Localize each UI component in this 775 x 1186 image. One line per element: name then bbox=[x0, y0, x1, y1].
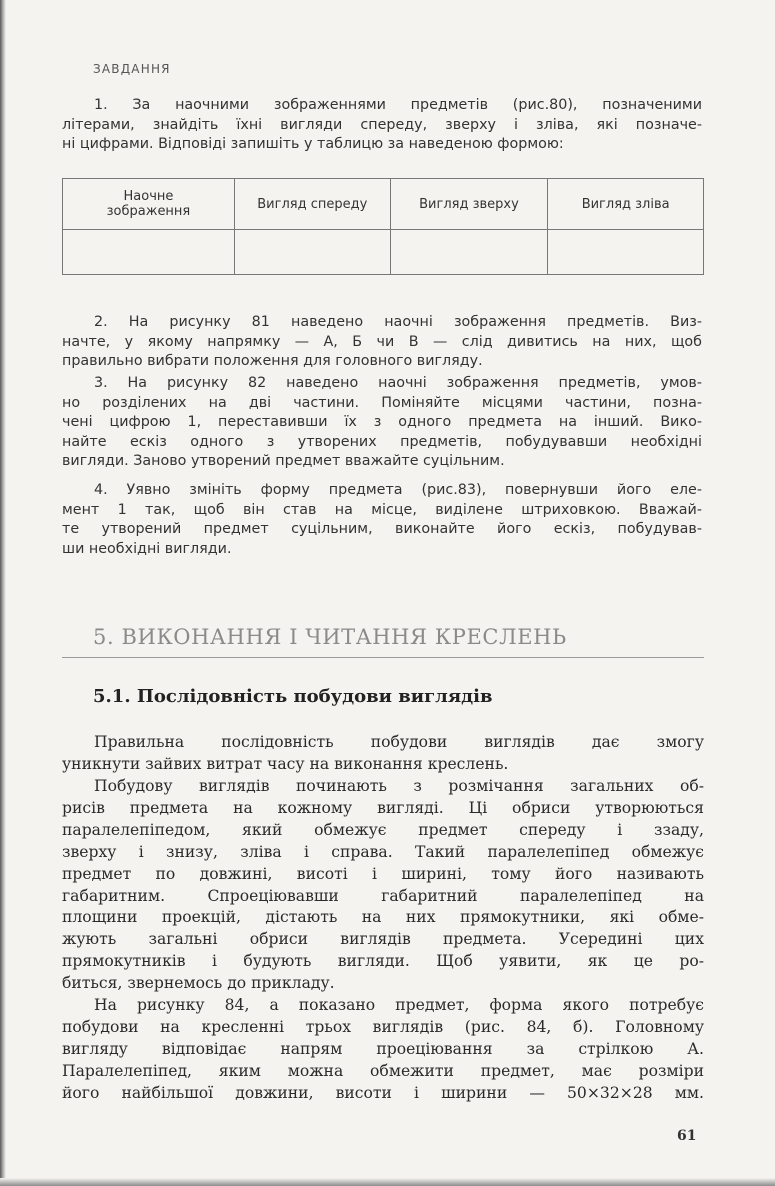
task-2 bbox=[62, 313, 702, 372]
body-line: рисів предмета на кожному вигляді. Ці обриси утворюються bbox=[62, 798, 704, 817]
body-line: площини проекцій, дістають на них прямокутники, які обме- bbox=[62, 908, 704, 927]
task-line: ши необхідні вигляди. bbox=[62, 540, 232, 557]
body-line: жують загальні обриси виглядів предмета. Усередині цих bbox=[62, 930, 704, 949]
task-line: 3. На рисунку 82 наведено наочні зображення предметів, умов- bbox=[94, 375, 702, 391]
body-line: вигляду відповідає напрям проеціювання за стрілкою А. bbox=[62, 1039, 704, 1058]
table-row bbox=[63, 230, 704, 275]
chapter-title: 5. ВИКОНАННЯ І ЧИТАННЯ КРЕСЛЕНЬ bbox=[93, 625, 567, 649]
table-header-cell bbox=[63, 179, 235, 230]
body-line: габаритним. Спроеціювавши габаритний паралелепіпед на bbox=[62, 886, 704, 905]
task-line: чені цифрою 1, переставивши їх з одного предмета на інший. Вико- bbox=[62, 414, 702, 430]
body-line: побудови на кресленні трьох виглядів (рис. 84, б). Головному bbox=[62, 1017, 704, 1036]
task-1-line: 1. За наочними зображеннями предметів (рис.80), позначеними bbox=[94, 97, 702, 113]
task-1-line: ні цифрами. Відповіді запишіть у таблицю за наведеною формою: bbox=[62, 136, 564, 152]
task-line: те утворений предмет суцільним, виконайте його ескіз, побудував- bbox=[62, 521, 702, 537]
task-line: найте ескіз одного з утворених предметів, побудувавши необхідні bbox=[62, 433, 702, 450]
page-bottom-shadow bbox=[0, 1178, 775, 1186]
task-line: начте, у якому напрямку — А, Б чи В — слід дивитись на них, щоб bbox=[62, 333, 702, 350]
task-line: 2. На рисунку 81 наведено наочні зображення предметів. Виз- bbox=[94, 314, 702, 330]
table-header-text: Наочне bbox=[123, 189, 174, 204]
body-line: зверху і знизу, зліва і справа. Такий паралелепіпед обмежує bbox=[62, 842, 704, 861]
task-line: вигляди. Заново утворений предмет вважайте суцільним. bbox=[62, 453, 505, 469]
page-binding-shadow bbox=[0, 0, 6, 1186]
task-1 bbox=[62, 96, 702, 155]
body-line: Побудову виглядів починають з розмічання загальних об- bbox=[94, 777, 704, 795]
task-4 bbox=[62, 481, 702, 559]
table-cell bbox=[234, 230, 390, 275]
chapter-divider bbox=[62, 657, 704, 658]
task-3 bbox=[62, 374, 702, 472]
page-number: 61 bbox=[677, 1128, 697, 1144]
table-cell bbox=[63, 230, 235, 275]
table-header-cell: Вигляд зверху bbox=[390, 179, 548, 230]
body-line: прямокутників і будують вигляди. Щоб уявити, як це ро- bbox=[62, 952, 704, 971]
table-header-cell: Вигляд зліва bbox=[548, 179, 704, 230]
body-paragraph-3 bbox=[62, 995, 704, 1105]
table-header-row bbox=[63, 179, 704, 230]
table-cell bbox=[390, 230, 548, 275]
body-line: На рисунку 84, а показано предмет, форма якого потребує bbox=[94, 996, 704, 1014]
body-line: Паралелепіпед, яким можна обмежити предмет, має розміри bbox=[62, 1061, 704, 1080]
body-paragraph-1 bbox=[62, 732, 704, 776]
task-line: мент 1 так, щоб він став на місце, виділене штриховкою. Вважай- bbox=[62, 501, 702, 518]
table-cell bbox=[548, 230, 704, 275]
answer-table bbox=[62, 178, 704, 275]
subsection-title: 5.1. Послідовність побудови виглядів bbox=[93, 686, 493, 707]
body-line: його найбільшої довжини, висоти і ширини — 50×32×28 мм. bbox=[62, 1083, 704, 1102]
body-line: уникнути зайвих витрат часу на виконання креслень. bbox=[62, 754, 509, 773]
task-line: 4. Уявно змініть форму предмета (рис.83), повернувши його еле- bbox=[94, 482, 702, 498]
body-line: Правильна послідовність побудови виглядів дає змогу bbox=[94, 733, 704, 751]
section-label: ЗАВДАННЯ bbox=[93, 62, 171, 76]
task-line: правильно вибрати положення для головного вигляду. bbox=[62, 353, 483, 369]
body-line: предмет по довжині, висоті і ширині, тому його називають bbox=[62, 864, 704, 883]
body-line: биться, звернемось до прикладу. bbox=[62, 974, 335, 993]
task-line: но розділених на дві частини. Поміняйте місцями частини, позна- bbox=[62, 394, 702, 411]
body-paragraph-2 bbox=[62, 776, 704, 995]
table-header-cell: Вигляд спереду bbox=[234, 179, 390, 230]
task-1-line: літерами, знайдіть їхні вигляди спереду, зверху і зліва, які позначе- bbox=[62, 116, 702, 133]
table-header-text: зображення bbox=[106, 204, 191, 219]
body-line: паралелепіпедом, який обмежує предмет спереду і ззаду, bbox=[62, 820, 704, 839]
